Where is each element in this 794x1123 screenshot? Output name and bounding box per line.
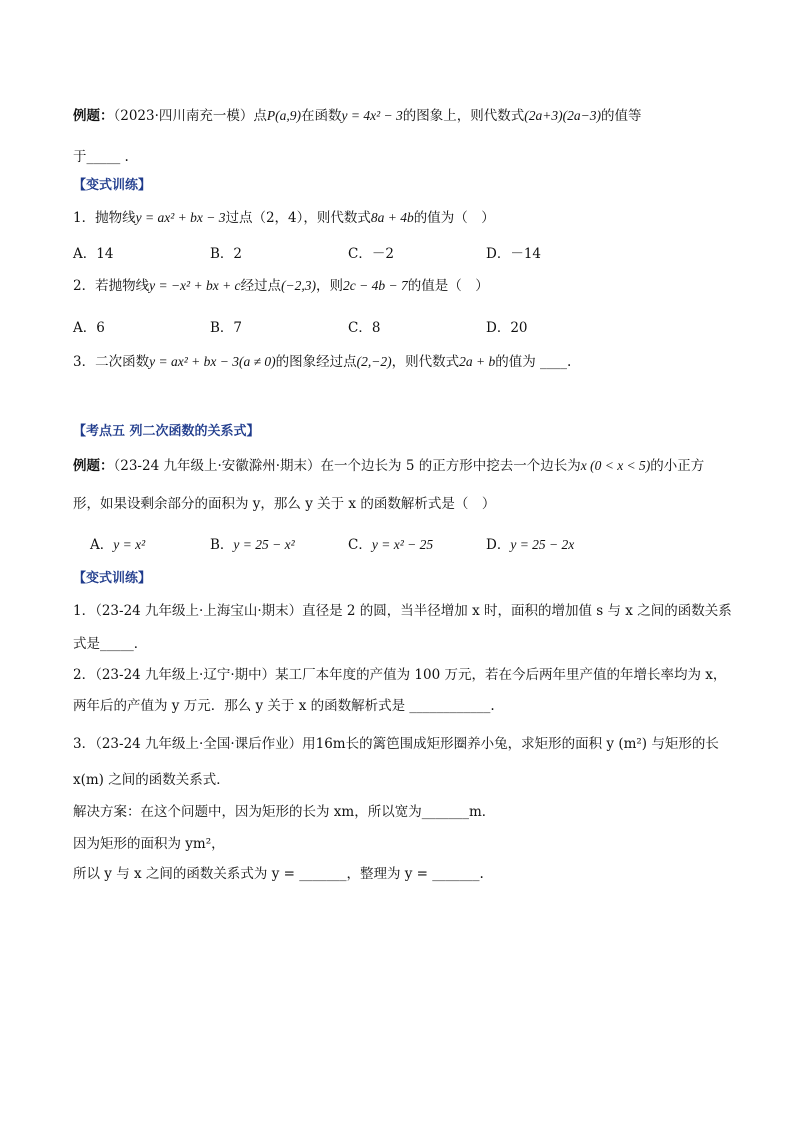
variant-1-question-2 [73,278,489,294]
text: 的值为（ ） [413,210,495,226]
section-heading: 【考点五 列二次函数的关系式】 [73,424,260,439]
example-2-line-2: 形，如果设剩余部分的面积为 y，那么 y 关于 x 的函数解析式是（ ） [73,496,496,512]
math-function: y = ax² + bx − 3(a ≠ 0) [149,354,276,369]
variant-2-question-3-line-1: 3．（23-24 九年级上·全国·课后作业）用16m长的篱笆围成矩形圈养小兔，求矩形的面积 y (m²) 与矩形的长 [73,736,719,752]
option-d[interactable] [486,242,541,262]
option-value: y = 25 − x² [233,537,295,552]
text: 的图象经过点 [275,354,357,370]
text: 在函数 [301,108,342,124]
text: ，则 [316,278,344,294]
option-key: B． [210,537,234,553]
solution-line-3: 所以 y 与 x 之间的函数关系式为 y = _______，整理为 y = _______. [73,866,484,882]
variant-1-question-1 [73,210,495,226]
option-key: C． [348,320,372,336]
solution-line-2: 因为矩形的面积为 ym²， [73,836,225,852]
option-a[interactable] [73,242,113,262]
option-value: 2 [233,246,243,262]
example-1-line-1 [73,108,642,124]
math-expression: (2a+3)(2a−3) [524,108,601,123]
option-value: －14 [510,246,542,262]
option-a[interactable] [73,316,105,336]
text: 过点（2，4），则代数式 [225,210,371,226]
option-key: C． [348,537,372,553]
math-expression: 8a + 4b [370,210,414,225]
math-function: y = ax² + bx − 3 [135,210,226,225]
option-b[interactable] [210,242,242,262]
option-value: 14 [96,246,114,262]
option-b[interactable] [210,533,295,553]
option-value: －2 [371,246,394,262]
example-label: 例题： [73,108,114,124]
option-key: A． [73,320,97,336]
text: 二次函数 [95,354,150,370]
variant-1-question-3 [73,354,571,370]
text: 若抛物线 [95,278,150,294]
math-point: P(a,9) [266,108,302,123]
option-key: A． [90,537,114,553]
text: 点 [253,108,267,124]
question-number: 3． [73,354,96,370]
option-a[interactable] [90,533,145,553]
option-key: D． [486,246,511,262]
option-key: D． [486,320,511,336]
option-value: 7 [233,320,243,336]
variant-2-question-2-line-1: 2．（23-24 九年级上·辽宁·期中）某工厂本年度的产值为 100 万元，若在今后两年里产值的年增长率均为 x， [73,667,727,683]
option-value: y = x² [113,537,146,552]
math-expression: 2c − 4b − 7 [343,278,408,293]
text: 的值是（ ） [407,278,489,294]
option-value: y = x² − 25 [371,537,434,552]
option-value: 8 [371,320,381,336]
variant-2-question-3-line-2: x(m) 之间的函数关系式． [73,772,230,788]
variant-2-question-2-line-2: 两年后的产值为 y 万元．那么 y 关于 x 的函数解析式是 ____________. [73,698,495,714]
option-c[interactable] [348,533,433,553]
option-value: 6 [96,320,105,336]
math-point: (2,−2) [356,354,392,369]
math-condition: x (0 < x < 5) [580,458,651,473]
option-key: C． [348,246,372,262]
variant-2-question-1-line-1: 1．（23-24 九年级上·上海宝山·期末）直径是 2 的圆，当半径增加 x 时，面积的增加值 s 与 x 之间的函数关系 [73,603,732,619]
option-d[interactable] [486,533,574,553]
option-c[interactable] [348,242,394,262]
option-key: D． [486,537,511,553]
math-function: y = −x² + bx + c [149,278,241,293]
text: 经过点 [240,278,282,294]
variant-heading: 【变式训练】 [73,571,152,586]
math-function: y = 4x² − 3 [341,108,403,123]
option-key: B． [210,246,234,262]
question-number: 1． [73,210,96,226]
example-2-line-1 [73,458,704,474]
text: 的值为 ____. [495,354,572,370]
text: 的小正方 [650,458,705,474]
text: 的值等 [601,108,642,124]
option-value: 20 [510,320,528,336]
variant-heading: 【变式训练】 [73,178,152,193]
option-b[interactable] [210,316,242,336]
question-number: 2． [73,278,96,294]
option-value: y = 25 − 2x [510,537,575,552]
example-1-line-2: 于_____ . [73,149,129,165]
option-c[interactable] [348,316,380,336]
option-key: A． [73,246,97,262]
text: ，则代数式 [391,354,460,370]
example-source: （2023·四川南充一模） [113,108,254,124]
variant-2-question-1-line-2: 式是_____． [73,636,148,652]
text: 抛物线 [95,210,136,226]
option-key: B． [210,320,234,336]
text: （23-24 九年级上·安徽滁州·期末）在一个边长为 5 的正方形中挖去一个边长为 [113,458,581,474]
math-expression: 2a + b [459,354,496,369]
text: 的图象上，则代数式 [402,108,525,124]
option-d[interactable] [486,316,528,336]
example-label: 例题： [73,458,114,474]
solution-line-1: 解决方案：在这个问题中，因为矩形的长为 xm，所以宽为_______m． [73,804,496,820]
math-point: (−2,3) [281,278,317,293]
